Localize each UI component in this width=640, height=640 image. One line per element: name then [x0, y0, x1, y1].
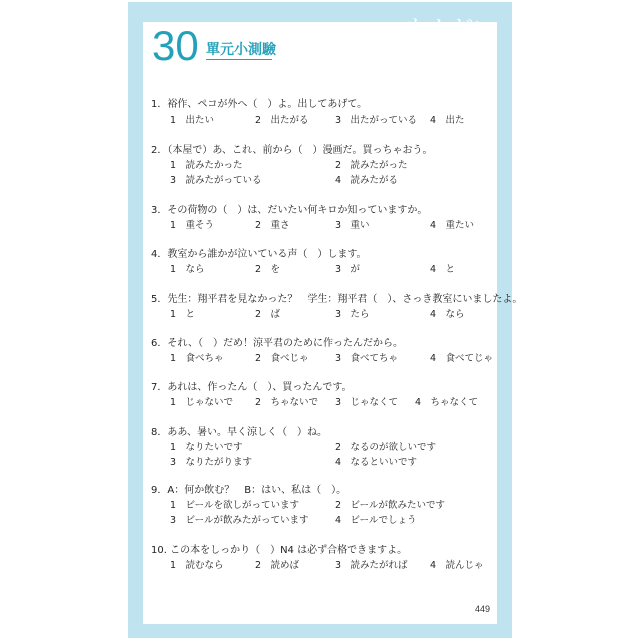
question-7-prompt: 7．あれは、作ったん（ ）、買ったんです。 — [151, 382, 352, 393]
question-7-option-1[interactable]: 1 じゃないで — [170, 397, 234, 408]
question-8-prompt: 8．ああ、暑い。早く涼しく（ ）ね。 — [151, 427, 327, 438]
unit-number: 30 — [152, 22, 199, 69]
question-5-prompt: 5．先生：翔平君を見なかった？ 学生：翔平君（ ）、さっき教室にいましたよ。 — [151, 294, 523, 305]
question-10-prompt: 10. この本をしっかり（ ）N4 は必ず合格できますよ。 — [151, 545, 408, 556]
question-9-option-2[interactable]: 2 ビールが飲みたいです — [335, 500, 445, 511]
question-4-option-1[interactable]: 1 なら — [170, 264, 205, 275]
question-10-option-4[interactable]: 4 読んじゃ — [430, 560, 484, 571]
question-1-option-4[interactable]: 4 出た — [430, 115, 465, 126]
question-6-prompt: 6．それ、（ ）だめ！涼平君のために作ったんだから。 — [151, 338, 403, 349]
question-8-option-4[interactable]: 4 なるといいです — [335, 457, 418, 468]
question-6-option-2[interactable]: 2 食べじゃ — [255, 353, 309, 364]
question-8-option-1[interactable]: 1 なりたいです — [170, 442, 243, 453]
question-2-option-4[interactable]: 4 読みたがる — [335, 175, 399, 186]
question-10-option-3[interactable]: 3 読みたがれば — [335, 560, 408, 571]
question-5-option-2[interactable]: 2 ば — [255, 309, 281, 320]
question-10-option-1[interactable]: 1 読むなら — [170, 560, 224, 571]
question-9-prompt: 9．A：何か飲む？ B：はい、私は（ ）。 — [151, 485, 347, 496]
question-7-option-3[interactable]: 3 じゃなくて — [335, 397, 399, 408]
question-3-prompt: 3．その荷物の（ ）は、だいたい何キロか知っていますか。 — [151, 205, 428, 216]
unit-title: 單元小測驗 — [206, 42, 276, 58]
question-1-prompt: 1．裕作、ペコが外へ（ ）よ。出してあげて。 — [151, 99, 368, 110]
question-8-option-2[interactable]: 2 なるのが欲しいです — [335, 442, 437, 453]
question-7-option-2[interactable]: 2 ちゃないで — [255, 397, 319, 408]
question-5-option-4[interactable]: 4 なら — [430, 309, 465, 320]
question-4-prompt: 4．教室から誰かが泣いている声（ ）します。 — [151, 249, 367, 260]
question-4-option-4[interactable]: 4 と — [430, 264, 456, 275]
question-6-option-4[interactable]: 4 食べてじゃ — [430, 353, 494, 364]
question-5-option-3[interactable]: 3 たら — [335, 309, 370, 320]
question-2-option-2[interactable]: 2 読みたがった — [335, 160, 408, 171]
question-4-option-2[interactable]: 2 を — [255, 264, 281, 275]
question-3-option-3[interactable]: 3 重い — [335, 220, 370, 231]
question-3-option-2[interactable]: 2 重さ — [255, 220, 290, 231]
question-8-option-3[interactable]: 3 なりたがります — [170, 457, 253, 468]
question-2-option-1[interactable]: 1 読みたかった — [170, 160, 243, 171]
question-3-option-1[interactable]: 1 重そう — [170, 220, 215, 231]
question-9-option-4[interactable]: 4 ビールでしょう — [335, 515, 417, 526]
question-1-option-3[interactable]: 3 出たがっている — [335, 115, 418, 126]
question-7-option-4[interactable]: 4 ちゃなくて — [415, 397, 479, 408]
question-4-option-3[interactable]: 3 が — [335, 264, 361, 275]
question-6-option-1[interactable]: 1 食べちゃ — [170, 353, 224, 364]
question-6-option-3[interactable]: 3 食べてちゃ — [335, 353, 399, 364]
title-underline — [206, 59, 272, 60]
question-5-option-1[interactable]: 1 と — [170, 309, 196, 320]
question-1-option-1[interactable]: 1 出たい — [170, 115, 215, 126]
question-3-option-4[interactable]: 4 重たい — [430, 220, 475, 231]
question-2-option-3[interactable]: 3 読みたがっている — [170, 175, 262, 186]
question-10-option-2[interactable]: 2 読めば — [255, 560, 300, 571]
question-9-option-3[interactable]: 3 ビールが飲みたがっています — [170, 515, 309, 526]
question-9-option-1[interactable]: 1 ビールを欲しがっています — [170, 500, 299, 511]
question-2-prompt: 2．（本屋で）あ、これ、前から（ ）漫画だ。買っちゃおう。 — [151, 145, 433, 156]
page-number: 449 — [475, 604, 491, 614]
question-1-option-2[interactable]: 2 出たがる — [255, 115, 309, 126]
